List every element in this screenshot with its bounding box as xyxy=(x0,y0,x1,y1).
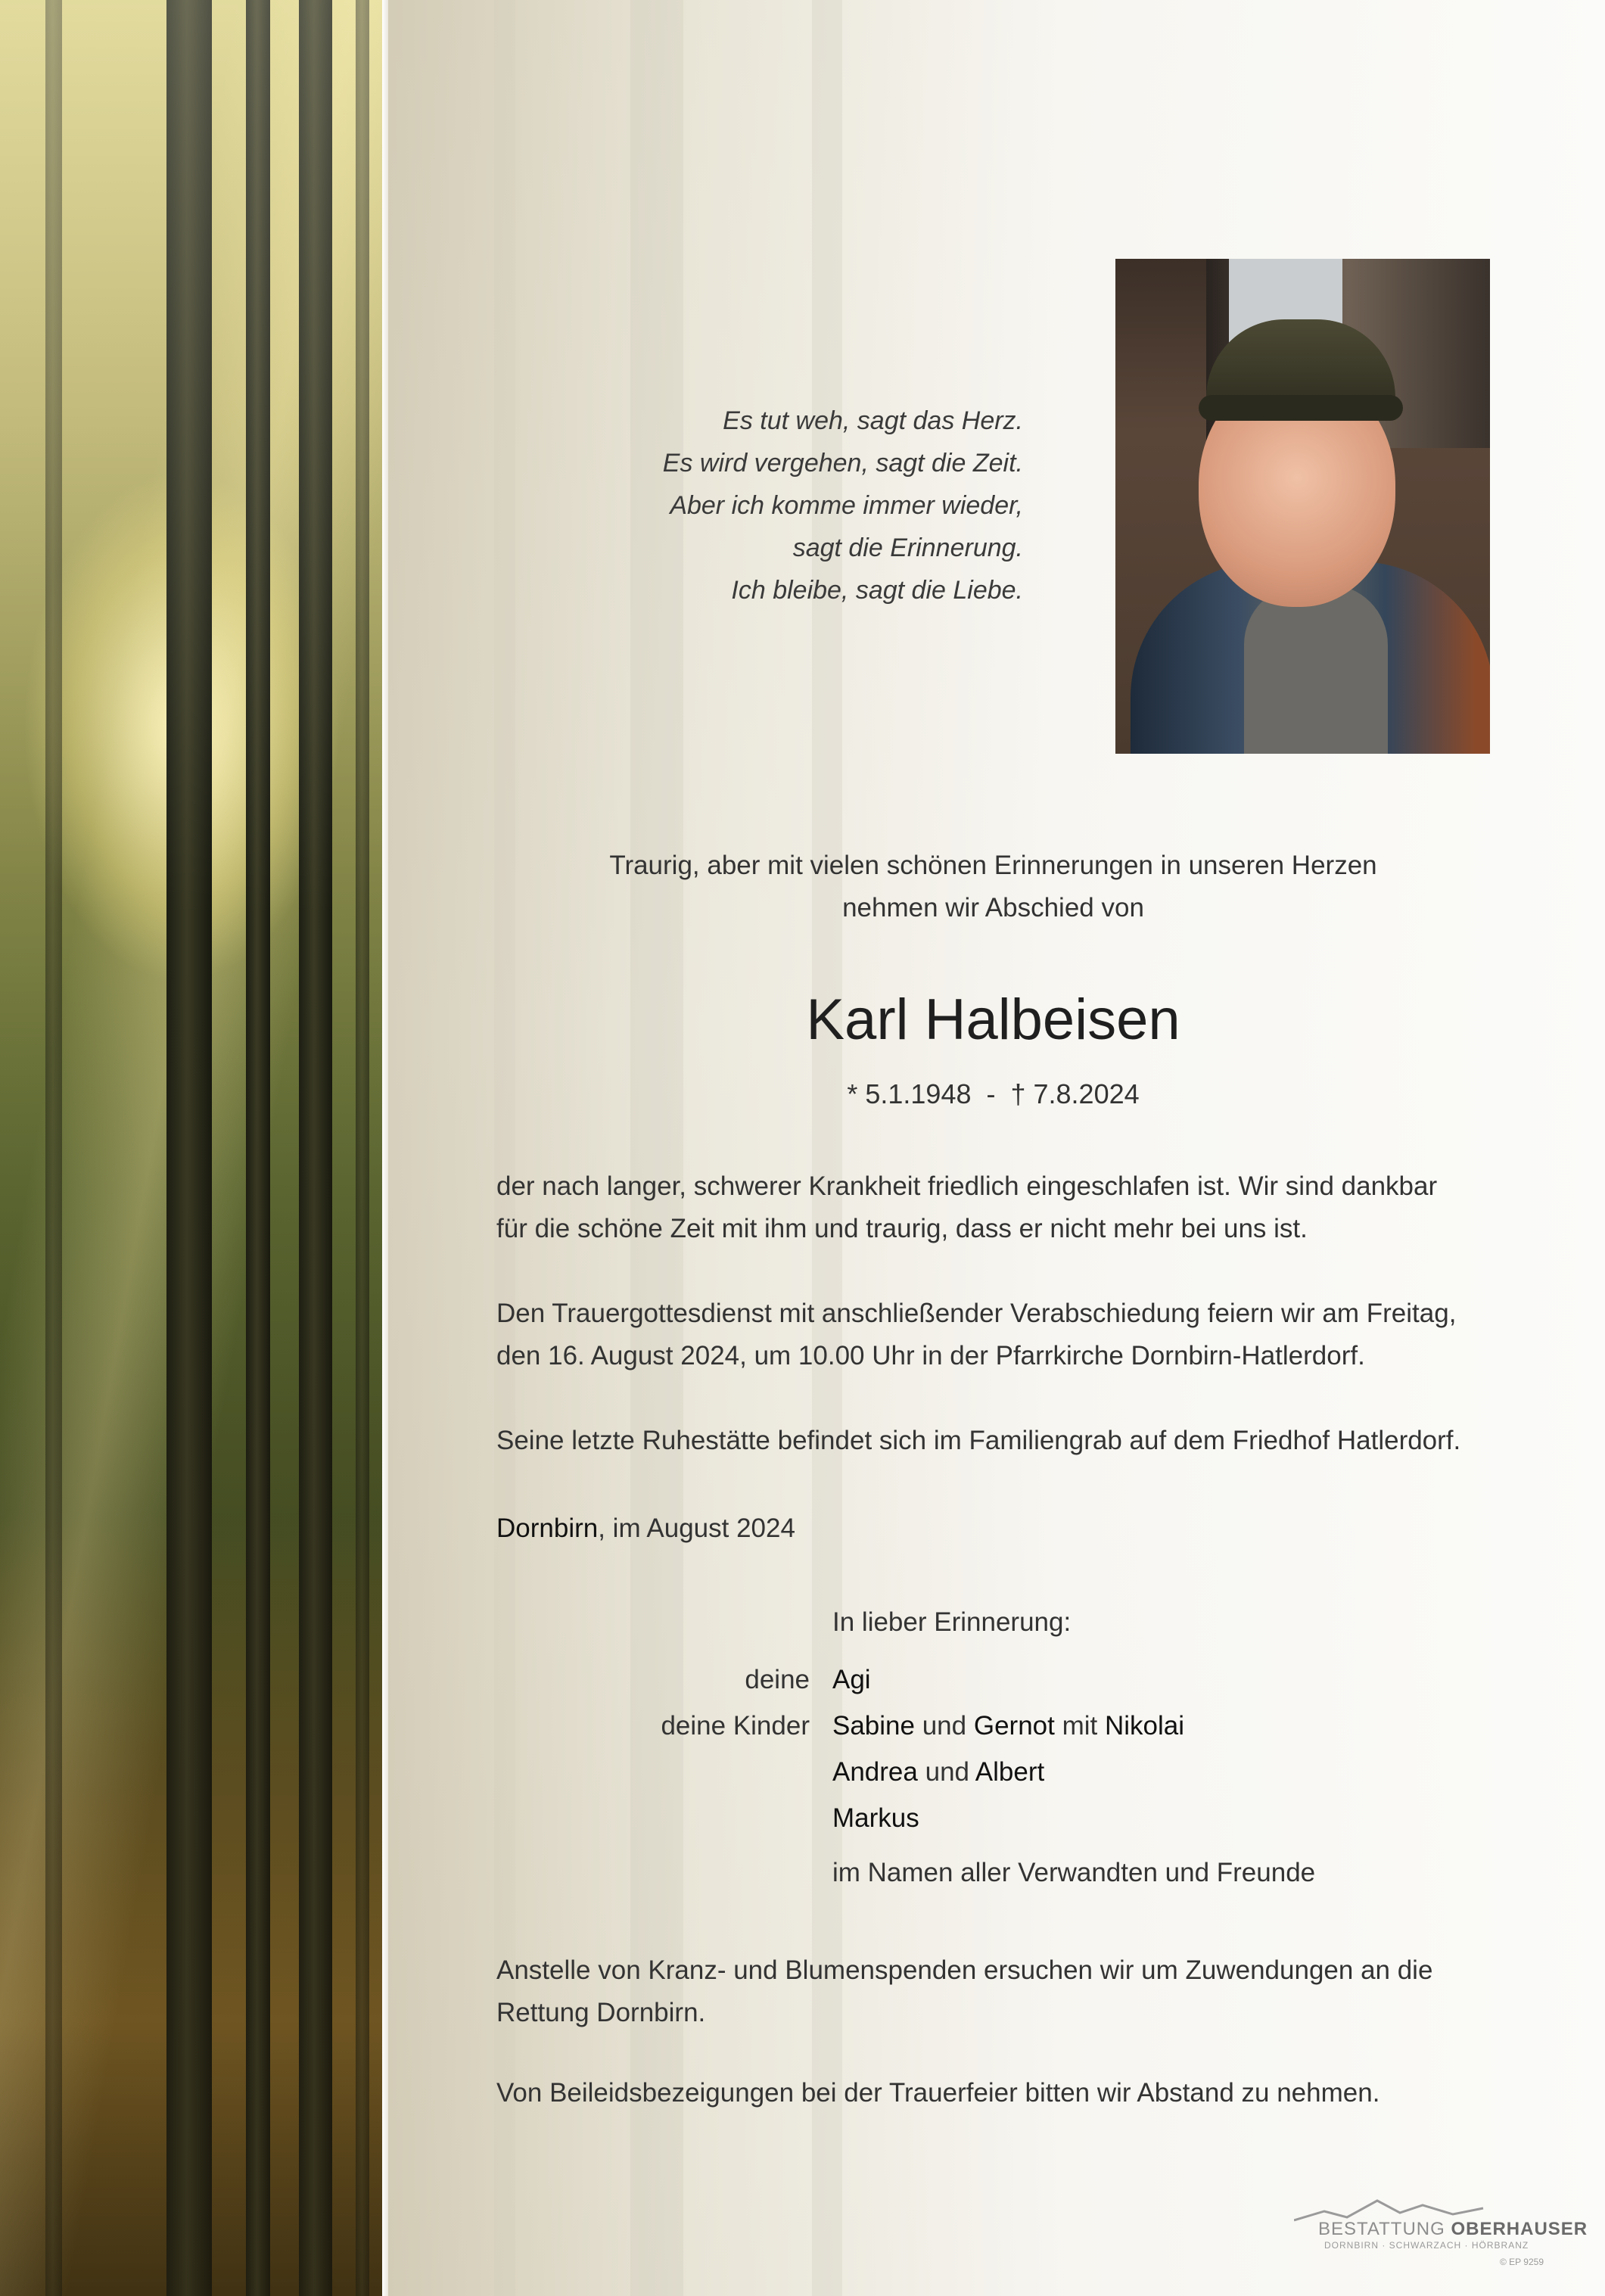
intro-line: nehmen wir Abschied von xyxy=(842,893,1144,922)
logo-bold: OBERHAUSER xyxy=(1451,2219,1588,2239)
place-city: Dornbirn xyxy=(496,1514,599,1543)
intro-line: Traurig, aber mit vielen schönen Erinnerungen in unseren Herzen xyxy=(609,851,1377,880)
mourners-closing: im Namen aller Verwandten und Freunde xyxy=(832,1858,1316,1887)
intro-text xyxy=(496,845,1490,929)
donation-paragraph xyxy=(496,1949,1503,2034)
place-date xyxy=(496,1507,1503,1550)
template-code: © EP 9259 xyxy=(1500,2257,1544,2267)
mourner-names xyxy=(832,1751,1044,1794)
mourners-heading: In lieber Erinnerung: xyxy=(832,1607,1072,1637)
place-date-rest: , im August 2024 xyxy=(598,1514,795,1543)
conjunction: mit xyxy=(1054,1711,1105,1741)
mourner-name: Gernot xyxy=(973,1711,1055,1741)
forest-haze xyxy=(0,0,382,2296)
condolence-paragraph: Von Beileidsbezeigungen bei der Trauerfeier bitten wir Abstand zu nehmen. xyxy=(496,2078,1380,2108)
life-dates: * 5.1.1948 - † 7.8.2024 xyxy=(847,1078,1140,1109)
mourner-name: Nikolai xyxy=(1104,1711,1184,1741)
funeral-home-logo xyxy=(1294,2196,1588,2257)
logo-wordmark xyxy=(1318,2219,1588,2240)
paragraph-line: Anstelle von Kranz- und Blumenspenden ersuchen wir um Zuwendungen an die xyxy=(496,1955,1433,1985)
mourner-name: Sabine xyxy=(832,1711,915,1741)
mourner-name: Markus xyxy=(832,1803,919,1833)
mourner-name: Agi xyxy=(832,1665,871,1694)
service-paragraph xyxy=(496,1293,1503,1377)
paragraph-line: Rettung Dornbirn. xyxy=(496,1998,706,2027)
paragraph-line: der nach langer, schwerer Krankheit friedlich eingeschlafen ist. Wir sind dankbar xyxy=(496,1171,1438,1201)
poem-line: sagt die Erinnerung. xyxy=(792,534,1023,562)
relation-label: deine Kinder xyxy=(661,1711,810,1741)
mountain-icon xyxy=(1294,2196,1536,2222)
logo-locations: DORNBIRN · SCHWARZACH · HÖRBRANZ xyxy=(1324,2240,1529,2251)
deceased-name: Karl Halbeisen xyxy=(806,988,1180,1052)
burial-paragraph: Seine letzte Ruhestätte befindet sich im Familiengrab auf dem Friedhof Hatlerdorf. xyxy=(496,1426,1461,1455)
poem-line: Es tut weh, sagt das Herz. xyxy=(723,406,1023,435)
conjunction: und xyxy=(914,1711,974,1741)
paragraph-line: für die schöne Zeit mit ihm und traurig, dass er nicht mehr bei uns ist. xyxy=(496,1214,1308,1243)
passing-paragraph xyxy=(496,1165,1503,1250)
mourner-names xyxy=(832,1705,1184,1747)
mourner-name: Andrea xyxy=(832,1757,918,1787)
memorial-poem xyxy=(575,400,1023,611)
conjunction: und xyxy=(917,1757,975,1787)
portrait-photo xyxy=(1115,259,1490,754)
paragraph-line: den 16. August 2024, um 10.00 Uhr in der Pfarrkirche Dornbirn-Hatlerdorf. xyxy=(496,1341,1365,1370)
relation-label: deine xyxy=(745,1665,810,1694)
photo-shirt xyxy=(1244,584,1388,754)
forest-image xyxy=(0,0,382,2296)
mourner-name: Albert xyxy=(975,1757,1045,1787)
paragraph-line: Den Trauergottesdienst mit anschließender Verabschiedung feiern wir am Freitag, xyxy=(496,1299,1457,1328)
poem-line: Aber ich komme immer wieder, xyxy=(670,491,1023,520)
poem-line: Ich bleibe, sagt die Liebe. xyxy=(731,576,1023,605)
logo-light: BESTATTUNG xyxy=(1318,2219,1451,2239)
photo-cap-brim xyxy=(1199,395,1403,421)
poem-line: Es wird vergehen, sagt die Zeit. xyxy=(662,449,1023,478)
panel-divider xyxy=(382,0,388,2296)
